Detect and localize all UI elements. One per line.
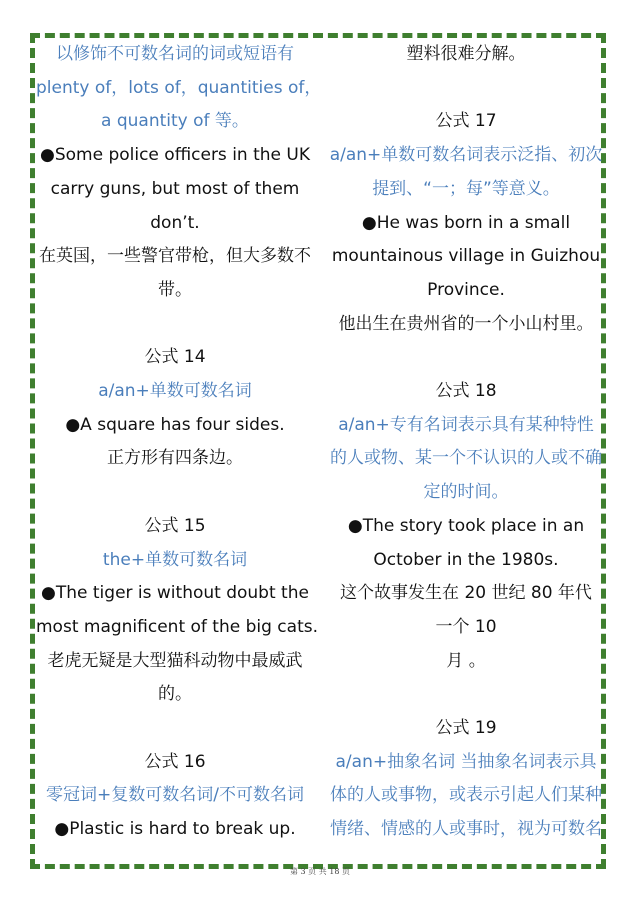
text-line: mountainous village in Guizhou xyxy=(331,246,601,267)
rule-text: plenty of，lots of，quantities of， xyxy=(36,77,322,98)
text-line: October in the 1980s. xyxy=(373,549,559,570)
rule-text: 以修饰不可数名词的词或短语有 xyxy=(56,44,294,64)
rule-text: 情绪、情感的人或事时，视为可数名 xyxy=(330,819,602,840)
rule-text: 的人或物、某一个不认识的人或不确 xyxy=(330,448,602,469)
text-line: 这个故事发生在 20 世纪 80 年代 xyxy=(340,583,592,604)
rule-text: a/an+单数可数名词 xyxy=(98,381,252,402)
blank-line xyxy=(36,308,314,342)
page-footer: 第 3 页 共 18 页 xyxy=(290,867,350,876)
text-line: 一个 10 xyxy=(435,616,497,637)
text-line: 正方形有四条边。 xyxy=(107,448,243,469)
rule-text: 零冠词+复数可数名词/不可数名词 xyxy=(46,785,304,806)
blank-line xyxy=(36,712,314,746)
text-line: 老虎无疑是大型猫科动物中最威武 xyxy=(47,650,303,671)
example-sentence: ●The story took place in an xyxy=(347,515,585,536)
rule-text: a quantity of 等。 xyxy=(101,111,249,132)
text-line: 带。 xyxy=(158,279,192,300)
blank-line xyxy=(328,72,604,106)
text-line: 在英国，一些警官带枪，但大多数不 xyxy=(39,246,311,267)
formula-heading: 公式 15 xyxy=(144,515,206,536)
right-column xyxy=(328,38,604,847)
example-sentence: ●He was born in a small xyxy=(361,212,571,233)
text-line: Province. xyxy=(427,279,505,300)
formula-heading: 公式 19 xyxy=(435,718,497,739)
example-sentence: ●A square has four sides. xyxy=(65,414,285,435)
text-line: carry guns, but most of them xyxy=(50,178,300,199)
rule-text: 定的时间。 xyxy=(423,482,509,503)
formula-heading: 公式 14 xyxy=(144,347,206,368)
rule-text: the+单数可数名词 xyxy=(102,549,248,570)
formula-heading: 公式 16 xyxy=(144,751,206,772)
text-line: 月 。 xyxy=(446,650,486,671)
example-sentence: ●Plastic is hard to break up. xyxy=(54,819,296,840)
rule-text: a/an+抽象名词 当抽象名词表示具 xyxy=(335,751,597,772)
text-line: don’t. xyxy=(150,212,200,233)
text-line: 塑料很难分解。 xyxy=(406,44,526,64)
blank-line xyxy=(328,341,604,375)
blank-line xyxy=(36,476,314,510)
formula-heading: 公式 18 xyxy=(435,381,497,401)
text-line: 的。 xyxy=(158,684,192,705)
rule-text: 提到、“一；每”等意义。 xyxy=(372,178,560,199)
rule-text: a/an+专有名词表示具有某种特性 xyxy=(338,414,594,435)
text-line: 他出生在贵州省的一个小山村里。 xyxy=(338,313,594,334)
rule-text: 体的人或事物，或表示引起人们某种 xyxy=(330,785,602,806)
example-sentence: ●Some police officers in the UK xyxy=(40,145,310,166)
rule-text: a/an+单数可数名词表示泛指、初次 xyxy=(329,145,603,166)
example-sentence: ●The tiger is without doubt the xyxy=(41,583,309,604)
blank-line xyxy=(328,678,604,712)
text-line: most magnificent of the big cats. xyxy=(36,616,319,637)
left-column xyxy=(36,38,322,847)
formula-heading: 公式 17 xyxy=(435,111,497,132)
